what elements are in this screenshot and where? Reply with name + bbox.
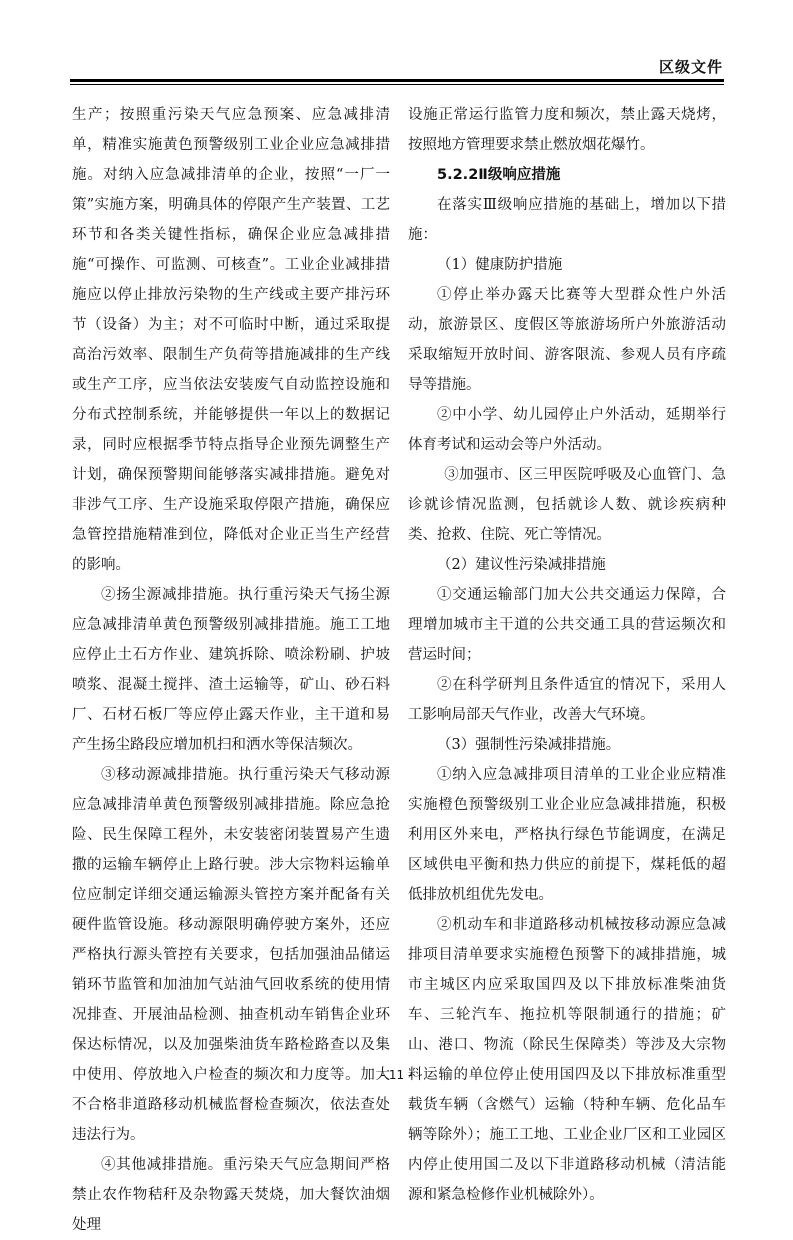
paragraph: ①纳入应急减排项目清单的工业企业应精准实施橙色预警级别工业企业应急减排措施，积极利用区外来电，严格执行绿色节能调度，在满足区域供电平衡和热力供应的前提下，煤耗低的超低排放机组优先发电。 — [408, 767, 726, 903]
paragraph: ①交通运输部门加大公共交通运力保障，合理增加城市主干道的公共交通工具的营运频次和营运时间； — [408, 587, 726, 663]
paragraph: 在落实Ⅲ级响应措施的基础上，增加以下措施： — [408, 197, 726, 243]
paragraph: ③加强市、区三甲医院呼吸及心血管门、急诊就诊情况监测，包括就诊人数、就诊疾病种类、抢救、住院、死亡等情况。 — [408, 467, 726, 543]
paragraph: ③移动源减排措施。执行重污染天气移动源应急减排清单黄色预警级别减排措施。除应急抢险、民生保障工程外，未安装密闭装置易产生遗撒的运输车辆停止上路行驶。涉大宗物料运输单位应制定详细交通运输源头管控方案并配备有关硬件监管设施。移动源限明确停驶方案外，还应严格执行源头管控有关要求，包括加强油品储运销环节监管和加油加气站油气回收系统的使用情况排查、开展油品检测、抽查机动车销售企业环保达标情况，以及加强柴油货车路检路查以及集中使用、停放地入户检查的频次和力度等。加大不合格非道路移动机械监督检查频次，依法查处违法行为。 — [72, 767, 390, 1143]
paragraph: ②机动车和非道路移动机械按移动源应急减排项目清单要求实施橙色预警下的减排措施，城市主城区内应采取国四及以下排放标准柴油货车、三轮汽车、拖拉机等限制通行的措施；矿山、港口、物流（除民生保障类）等涉及大宗物料运输的单位停止使用国四及以下排放标准重型载货车辆（含燃气）运输（特种车辆、危化品车辆等除外）；施工工地、工业企业厂区和工业园区内停止使用国二及以下非道路移动机械（清洁能源和紧急检修作业机械除外）。 — [408, 917, 726, 1203]
paragraph: ①停止举办露天比赛等大型群众性户外活动，旅游景区、度假区等旅游场所户外旅游活动采取缩短开放时间、游客限流、参观人员有序疏导等措施。 — [408, 287, 726, 393]
paragraph: 设施正常运行监管力度和频次，禁止露天烧烤，按照地方管理要求禁止燃放烟花爆竹。 — [408, 107, 726, 153]
subsection-title: （3）强制性污染减排措施。 — [437, 737, 621, 753]
right-column — [408, 100, 726, 1210]
header-rule-thick — [70, 79, 724, 82]
section-heading: 5.2.2Ⅱ级响应措施 — [437, 167, 561, 183]
page-number: - 11 - — [380, 1068, 413, 1082]
paragraph: 生产；按照重污染天气应急预案、应急减排清单，精准实施黄色预警级别工业企业应急减排措施。对纳入应急减排清单的企业，按照“一厂一策”实施方案，明确具体的停限产生产装置、工艺环节和各类关键性指标，确保企业应急减排措施“可操作、可监测、可核查”。工业企业减排措施应以停止排放污染物的生产线或主要产排污环节（设备）为主；对不可临时中断，通过采取提高治污效率、限制生产负荷等措施减排的生产线或生产工序，应当依法安装废气自动监控设施和分布式控制系统，并能够提供一年以上的数据记录，同时应根据季节特点指导企业预先调整生产计划，确保预警期间能够落实减排措施。避免对非涉气工序、生产设施采取停限产措施，确保应急管控措施精准到位，降低对企业正当生产经营的影响。 — [72, 107, 390, 573]
subsection-title: （2）建议性污染减排措施 — [437, 557, 606, 573]
subsection-title: （1）健康防护措施 — [437, 257, 563, 273]
header-rule-thin — [70, 84, 724, 85]
document-category-label: 区级文件 — [658, 58, 723, 76]
paragraph: ④其他减排措施。重污染天气应急期间严格禁止农作物秸秆及杂物露天焚烧，加大餐饮油烟处理 — [72, 1157, 390, 1233]
paragraph: ②扬尘源减排措施。执行重污染天气扬尘源应急减排清单黄色预警级别减排措施。施工工地应停止土石方作业、建筑拆除、喷涂粉刷、护坡喷浆、混凝土搅拌、渣土运输等，矿山、砂石料厂、石材石板厂等应停止露天作业，主干道和易产生扬尘路段应增加机扫和洒水等保洁频次。 — [72, 587, 390, 753]
paragraph: ②在科学研判且条件适宜的情况下，采用人工影响局部天气作业，改善大气环境。 — [408, 677, 726, 723]
paragraph: ②中小学、幼儿园停止户外活动，延期举行体育考试和运动会等户外活动。 — [408, 407, 726, 453]
